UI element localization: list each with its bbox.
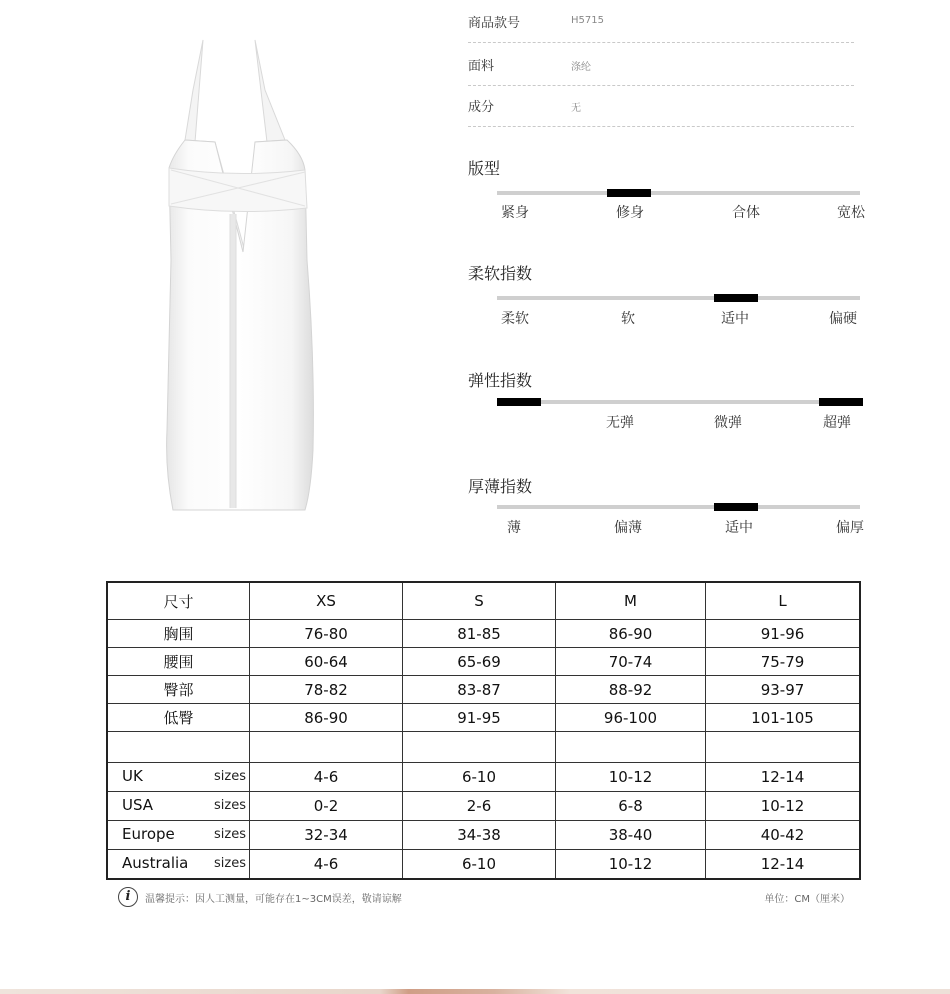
spec-value: 无 xyxy=(571,103,581,114)
info-icon: i xyxy=(118,887,138,907)
softness-index-label: 柔软 xyxy=(501,311,529,327)
table-row xyxy=(107,821,860,850)
softness-index-label: 软 xyxy=(621,311,635,327)
thickness-index-title: 厚薄指数 xyxy=(468,477,533,496)
table-cell: 78-82 xyxy=(250,676,403,704)
table-cell: 34-38 xyxy=(403,821,556,850)
table-cell: 83-87 xyxy=(403,676,556,704)
measure-name: 腰围 xyxy=(107,648,250,676)
table-cell: 12-14 xyxy=(706,763,861,792)
table-cell: 75-79 xyxy=(706,648,861,676)
header-cell: 尺寸 xyxy=(107,582,250,620)
fit-index-track xyxy=(497,191,860,195)
table-row xyxy=(107,704,860,732)
header-cell: S xyxy=(403,582,556,620)
region-cell xyxy=(107,850,250,880)
table-cell: 93-97 xyxy=(706,676,861,704)
table-cell: 91-96 xyxy=(706,620,861,648)
table-cell: 10-12 xyxy=(706,792,861,821)
table-row xyxy=(107,792,860,821)
measure-name: 臀部 xyxy=(107,676,250,704)
unit-note: 单位：CM（厘米） xyxy=(764,894,850,905)
region-unit: sizes xyxy=(214,827,246,842)
spec-label: 成分 xyxy=(468,100,495,115)
region-cell xyxy=(107,792,250,821)
thickness-index-marker xyxy=(714,503,758,511)
header-cell: XS xyxy=(250,582,403,620)
region-name: UK xyxy=(122,767,143,785)
spec-label: 面料 xyxy=(468,59,495,74)
fit-index-label: 修身 xyxy=(616,205,644,221)
spec-label: 商品款号 xyxy=(468,16,521,31)
region-cell xyxy=(107,763,250,792)
note-text: 温馨提示：因人工测量，可能存在1~3CM误差，敬请谅解 xyxy=(145,894,402,905)
fit-index-label: 紧身 xyxy=(501,205,529,221)
size-chart-table xyxy=(106,581,861,880)
table-cell: 6-8 xyxy=(556,792,706,821)
empty-cell xyxy=(556,732,706,763)
table-cell: 76-80 xyxy=(250,620,403,648)
table-row xyxy=(107,648,860,676)
table-cell: 101-105 xyxy=(706,704,861,732)
fit-index-label: 宽松 xyxy=(837,205,865,221)
table-header-row xyxy=(107,582,860,620)
elasticity-index-marker xyxy=(819,398,863,406)
thickness-index-label: 薄 xyxy=(507,520,521,536)
region-unit: sizes xyxy=(214,856,246,871)
region-unit: sizes xyxy=(214,769,246,784)
table-cell: 12-14 xyxy=(706,850,861,880)
elasticity-index-label: 微弹 xyxy=(714,415,742,431)
product-image xyxy=(155,30,375,520)
softness-index-label: 适中 xyxy=(721,311,749,327)
header-cell: L xyxy=(706,582,861,620)
softness-index-track xyxy=(497,296,860,300)
table-cell: 0-2 xyxy=(250,792,403,821)
thickness-index-track xyxy=(497,505,860,509)
elasticity-index-title: 弹性指数 xyxy=(468,371,533,390)
table-cell: 32-34 xyxy=(250,821,403,850)
table-cell: 86-90 xyxy=(556,620,706,648)
fit-index-label: 合体 xyxy=(732,205,760,221)
region-name: Europe xyxy=(122,825,175,843)
thickness-index-label: 偏厚 xyxy=(836,520,864,536)
softness-index-marker xyxy=(714,294,758,302)
fit-index-title: 版型 xyxy=(468,159,501,178)
table-row xyxy=(107,676,860,704)
table-cell: 38-40 xyxy=(556,821,706,850)
table-row xyxy=(107,620,860,648)
table-row xyxy=(107,763,860,792)
softness-index-title: 柔软指数 xyxy=(468,264,533,283)
table-cell: 40-42 xyxy=(706,821,861,850)
measure-name: 低臀 xyxy=(107,704,250,732)
table-cell: 65-69 xyxy=(403,648,556,676)
softness-index-label: 偏硬 xyxy=(829,311,857,327)
table-cell: 4-6 xyxy=(250,850,403,880)
empty-cell xyxy=(250,732,403,763)
table-cell: 91-95 xyxy=(403,704,556,732)
bottom-image-strip xyxy=(0,989,950,994)
header-cell: M xyxy=(556,582,706,620)
table-cell: 70-74 xyxy=(556,648,706,676)
spec-value: 涤纶 xyxy=(571,62,591,73)
empty-cell xyxy=(403,732,556,763)
table-cell: 88-92 xyxy=(556,676,706,704)
elasticity-index-marker xyxy=(497,398,541,406)
fit-index-marker xyxy=(607,189,651,197)
empty-cell xyxy=(107,732,250,763)
table-cell: 4-6 xyxy=(250,763,403,792)
table-cell: 2-6 xyxy=(403,792,556,821)
table-cell: 10-12 xyxy=(556,850,706,880)
spec-row-style-number xyxy=(468,12,854,43)
spec-value: H5715 xyxy=(571,15,604,26)
thickness-index-label: 适中 xyxy=(725,520,753,536)
region-unit: sizes xyxy=(214,798,246,813)
table-spacer-row xyxy=(107,732,860,763)
measure-name: 胸围 xyxy=(107,620,250,648)
table-cell: 6-10 xyxy=(403,850,556,880)
table-row xyxy=(107,850,860,880)
table-cell: 81-85 xyxy=(403,620,556,648)
table-cell: 86-90 xyxy=(250,704,403,732)
table-cell: 96-100 xyxy=(556,704,706,732)
elasticity-index-label: 无弹 xyxy=(606,415,634,431)
elasticity-index-track xyxy=(497,400,860,404)
table-cell: 6-10 xyxy=(403,763,556,792)
table-cell: 10-12 xyxy=(556,763,706,792)
thickness-index-label: 偏薄 xyxy=(614,520,642,536)
region-name: USA xyxy=(122,796,154,814)
region-name: Australia xyxy=(122,854,189,872)
table-cell: 60-64 xyxy=(250,648,403,676)
region-cell xyxy=(107,821,250,850)
empty-cell xyxy=(706,732,861,763)
elasticity-index-label: 超弹 xyxy=(823,415,851,431)
spec-row-fabric xyxy=(468,55,854,86)
spec-row-composition xyxy=(468,96,854,127)
